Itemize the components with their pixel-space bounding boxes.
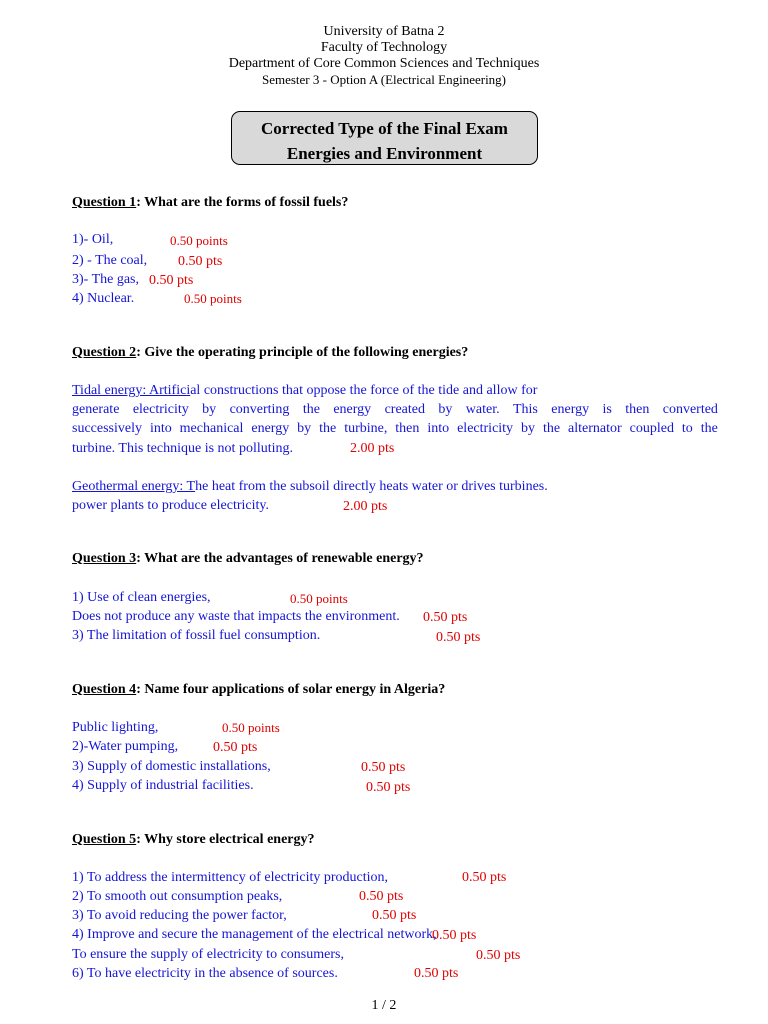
word: coupled <box>629 421 674 436</box>
points-label: 0.50 pts <box>366 780 411 795</box>
answer-line: Public lighting, <box>72 720 159 735</box>
word: the <box>302 402 320 417</box>
page-number: 1 / 2 <box>371 998 397 1013</box>
points-label: 0.50 pts <box>361 760 406 775</box>
word: the <box>700 421 718 436</box>
word: then <box>625 402 650 417</box>
answer-line: 3) To avoid reducing the power factor, <box>72 908 287 923</box>
word: turbine, <box>344 421 388 436</box>
tidal-energy-term: Tidal energy: Artifici <box>72 383 191 398</box>
word: by <box>438 402 453 417</box>
question-text: : What are the advantages of renewable energy? <box>136 551 424 566</box>
points-label: 0.50 pts <box>414 966 459 981</box>
points-label: 0.50 pts <box>462 870 507 885</box>
word: mechanical <box>179 421 244 436</box>
question-5 <box>72 831 315 849</box>
word: energy <box>251 421 290 436</box>
word: into <box>427 421 450 436</box>
answer-line: 2)-Water pumping, <box>72 739 179 754</box>
word: electricity <box>132 402 189 417</box>
faculty-name: Faculty of Technology <box>320 40 448 55</box>
exam-title-box <box>231 111 538 165</box>
word: converted <box>662 402 718 417</box>
answer-line: 4) Improve and secure the management of the electrical network, <box>72 927 437 942</box>
points-label: 0.50 points <box>184 291 242 306</box>
semester-info: Semester 3 - Option A (Electrical Engineering) <box>261 72 507 87</box>
word: generate <box>72 402 120 417</box>
question-label: Question 4 <box>72 682 137 697</box>
points-label: 2.00 pts <box>350 441 395 456</box>
word: converting <box>229 402 290 417</box>
university-name: University of Batna 2 <box>323 24 445 39</box>
geothermal-energy-line-2: power plants to produce electricity. <box>72 498 269 513</box>
points-label: 0.50 points <box>222 720 280 735</box>
question-text: : Name four applications of solar energy in Algeria? <box>136 682 446 697</box>
word: created <box>384 402 425 417</box>
exam-subject: Energies and Environment <box>286 144 483 163</box>
word: electricity <box>457 421 514 436</box>
question-text: : Give the operating principle of the following energies? <box>136 345 469 360</box>
answer-line: 4) Nuclear. <box>72 291 135 306</box>
word: This <box>512 402 538 417</box>
word: alternator <box>568 421 622 436</box>
word: then <box>395 421 420 436</box>
answer-line: 2) To smooth out consumption peaks, <box>72 889 283 904</box>
answer-line: 3) The limitation of fossil fuel consumption. <box>72 628 321 643</box>
points-label: 0.50 pts <box>178 254 223 269</box>
answer-line: 1) Use of clean energies, <box>72 590 211 605</box>
question-text: : Why store electrical energy? <box>136 832 315 847</box>
points-label: 0.50 points <box>290 591 348 606</box>
points-label: 0.50 pts <box>423 610 468 625</box>
word: by <box>521 421 536 436</box>
question-label: Question 5 <box>72 832 137 847</box>
points-label: 0.50 pts <box>476 948 521 963</box>
word: the <box>542 421 561 436</box>
geothermal-energy-term: Geothermal energy: T <box>72 479 196 494</box>
word: water. <box>465 402 500 417</box>
points-label: 0.50 pts <box>436 630 481 645</box>
tidal-energy-line-4: turbine. This technique is not polluting. <box>72 441 293 456</box>
answer-line: 4) Supply of industrial facilities. <box>72 778 254 793</box>
question-2 <box>72 344 468 362</box>
word: the <box>319 421 337 436</box>
answer-line: Does not produce any waste that impacts the environment. <box>72 609 400 624</box>
document-header <box>0 24 768 88</box>
tidal-energy-line-1: Tidal energy: Artificial constructions that oppose the force of the tide and allow for <box>72 383 538 398</box>
answer-line: 3)- The gas, <box>72 272 139 287</box>
answer-line: 3) Supply of domestic installations, <box>72 759 271 774</box>
geothermal-energy-line-1: Geothermal energy: The heat from the subsoil directly heats water or drives turbines. <box>72 479 548 494</box>
answer-line: To ensure the supply of electricity to consumers, <box>72 947 344 962</box>
word: by <box>202 402 217 417</box>
question-text: : What are the forms of fossil fuels? <box>136 195 349 210</box>
department-name: Department of Core Common Sciences and Techniques <box>228 56 540 71</box>
question-label: Question 3 <box>72 551 137 566</box>
word: into <box>149 421 172 436</box>
exam-title: Corrected Type of the Final Exam <box>261 119 508 138</box>
tidal-energy-line-2 <box>72 401 718 419</box>
word: successively <box>72 421 142 436</box>
answer-line: 2) - The coal, <box>72 253 148 268</box>
tidal-energy-line-3 <box>72 420 718 438</box>
word: energy <box>333 402 372 417</box>
points-label: 0.50 pts <box>372 908 417 923</box>
points-label: 0.50 points <box>170 233 228 248</box>
points-label: 0.50 pts <box>432 928 477 943</box>
question-1 <box>72 194 348 212</box>
question-4 <box>72 681 445 699</box>
answer-line: 1) To address the intermittency of electricity production, <box>72 870 388 885</box>
word: to <box>681 421 693 436</box>
question-label: Question 1 <box>72 195 137 210</box>
points-label: 0.50 pts <box>149 273 194 288</box>
word: is <box>602 402 612 417</box>
question-3 <box>72 550 424 568</box>
points-label: 2.00 pts <box>343 499 388 514</box>
word: energy <box>551 402 590 417</box>
question-label: Question 2 <box>72 345 137 360</box>
word: by <box>297 421 312 436</box>
points-label: 0.50 pts <box>359 889 404 904</box>
answer-line: 1)- Oil, <box>72 232 114 247</box>
points-label: 0.50 pts <box>213 740 258 755</box>
answer-line: 6) To have electricity in the absence of sources. <box>72 966 338 981</box>
